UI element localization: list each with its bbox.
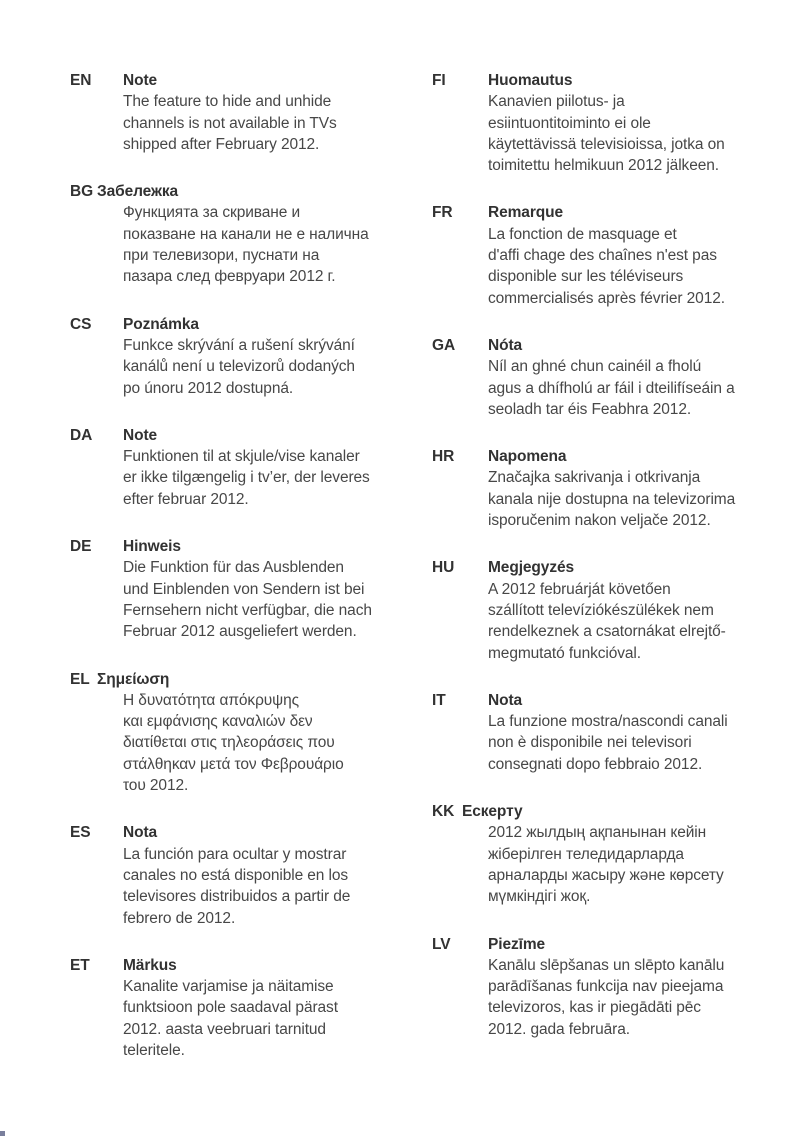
note-title: Piezīme [488,935,546,953]
note-title: Hinweis [123,538,181,556]
note-title: Nóta [488,336,523,354]
note-title: Napomena [488,448,567,466]
note-text-line: agus a dhífholú ar fáil i dteilifíseáin a [488,379,735,397]
note-text-line: Kanavien piilotus- ja [488,93,625,111]
note-title: Poznámka [123,315,199,333]
note-section-ga [432,335,780,420]
note-title: Note [123,72,158,89]
note-text-line: του 2012. [123,777,189,795]
note-section-hu [432,557,780,663]
language-code: KK [432,803,455,821]
note-text-line: szállított televíziókészülékek nem [488,601,714,619]
note-text-line: channels is not available in TVs [123,114,337,132]
note-section-en [70,70,418,155]
note-section-hr [432,446,780,531]
note-text-line: teleritele. [123,1041,185,1059]
language-code: ET [70,956,90,974]
note-section-lv [432,934,780,1040]
note-text-line: parādīšanas funkcija nav pieejama [488,978,724,996]
note-text-line: στάλθηκαν μετά τον Φεβρουάριο [123,755,344,773]
note-text-line: Fernsehern nicht verfügbar, die nach [123,601,372,619]
note-text-line: seoladh tar éis Feabhra 2012. [488,400,692,418]
note-title: Σημείωση [97,670,170,688]
note-text-line: La funzione mostra/nascondi canali [488,713,728,731]
note-text-line: isporučenim nakon veljače 2012. [488,512,711,530]
note-text-line: Níl an ghné chun cainéil a fholú [488,358,702,376]
language-code: HU [432,559,455,577]
note-text-line: A 2012 februárját követően [488,580,671,598]
note-text-line: пазара след февруари 2012 г. [123,268,336,286]
note-text-line: er ikke tilgængelig i tv’er, der leveres [123,469,370,487]
note-text-line: televizoros, kas ir piegādāti pēc [488,999,701,1017]
note-text-line: käytettävissä televisioissa, jotka on [488,135,725,153]
note-text-line: 2012. gada februāra. [488,1020,630,1038]
note-section-fr [432,202,780,308]
note-title: Huomautus [488,72,573,89]
note-text-line: toimitettu helmikuun 2012 jälkeen. [488,157,719,175]
note-text-line: La función para ocultar y mostrar [123,845,347,863]
note-text-line: megmutató funkcióval. [488,644,641,662]
note-text-line: La fonction de masquage et [488,225,677,243]
language-code: DA [70,426,93,444]
note-title: Nota [488,691,523,709]
page-corner-mark [0,1131,5,1136]
note-title: Märkus [123,956,177,974]
language-code: DE [70,538,92,556]
note-text-line: Kanalite varjamise ja näitamise [123,978,334,996]
note-title: Ескерту [462,803,523,821]
note-section-kk [432,801,780,907]
note-text-line: commercialisés après février 2012. [488,289,725,307]
language-code: FI [432,72,446,89]
note-text-line: 2012 жылдың ақпанынан кейін [488,824,707,842]
note-text-line: d'affi chage des chaînes n'est pas [488,247,717,265]
note-text-line: febrero de 2012. [123,909,236,927]
note-text-line: Функцията за скриване и [123,204,301,222]
note-text-line: disponible sur les téléviseurs [488,268,684,286]
note-text-line: shipped after February 2012. [123,135,320,153]
language-code: CS [70,315,92,333]
note-text-line: esiintuontitoiminto ei ole [488,114,651,132]
language-code: ES [70,824,91,842]
note-text-line: Funktionen til at skjule/vise kanaler [123,448,360,466]
note-title: Забележка [97,183,179,201]
note-text-line: rendelkeznek a csatornákat elrejtő- [488,623,726,641]
note-text-line: Funkce skrývání a rušení skrývání [123,336,355,354]
language-code: GA [432,336,456,354]
note-section-fi [432,70,780,176]
note-text-line: Februar 2012 ausgeliefert werden. [123,623,357,641]
note-text-line: Kanālu slēpšanas un slēpto kanālu [488,956,725,974]
note-text-line: televisores distribuidos a partir de [123,888,351,906]
note-text-line: Značajka sakrivanja i otkrivanja [488,469,701,487]
note-section-bg [70,181,418,287]
language-code: EN [70,72,92,89]
note-section-et [70,955,418,1061]
note-text-line: при телевизори, пуснати на [123,247,320,265]
note-section-el [70,669,418,797]
language-code: IT [432,691,446,709]
note-text-line: efter februar 2012. [123,490,249,508]
note-text-line: und Einblenden von Sendern ist bei [123,580,365,598]
note-title: Megjegyzés [488,559,575,577]
note-text-line: consegnati dopo febbraio 2012. [488,755,703,773]
note-text-line: kanálů není u televizorů dodaných [123,358,355,376]
column-left [70,70,418,1087]
note-text-line: жіберілген теледидарларда [488,845,684,863]
note-section-da [70,425,418,510]
note-text-line: 2012. aasta veebruari tarnitud [123,1020,326,1038]
note-text-line: canales no está disponible en los [123,866,349,884]
note-section-es [70,822,418,928]
language-code: HR [432,448,455,466]
note-text-line: funktsioon pole saadaval pärast [123,999,338,1017]
language-code: EL [70,670,90,688]
note-text-line: non è disponibile nei televisori [488,734,692,752]
note-text-line: διατίθεται στις τηλεοράσεις που [123,734,335,752]
note-text-line: και εμφάνισης καναλιών δεν [123,713,313,731]
note-section-it [432,690,780,775]
language-code: LV [432,935,451,953]
note-text-line: Η δυνατότητα απόκρυψης [123,691,300,709]
language-code: FR [432,204,453,222]
language-code: BG [70,183,94,201]
note-text-line: po únoru 2012 dostupná. [123,379,294,397]
note-section-de [70,536,418,642]
note-section-cs [70,314,418,399]
note-text-line: показване на канали не е налична [123,225,369,243]
note-title: Remarque [488,204,564,222]
note-text-line: мүмкіндігі жоқ. [488,888,591,906]
column-right [432,70,780,1066]
note-text-line: арналарды жасыру және көрсету [488,866,724,884]
note-text-line: The feature to hide and unhide [123,93,332,111]
note-title: Nota [123,824,158,842]
note-title: Note [123,426,158,444]
note-text-line: kanala nije dostupna na televizorima [488,490,736,508]
note-text-line: Die Funktion für das Ausblenden [123,559,344,577]
